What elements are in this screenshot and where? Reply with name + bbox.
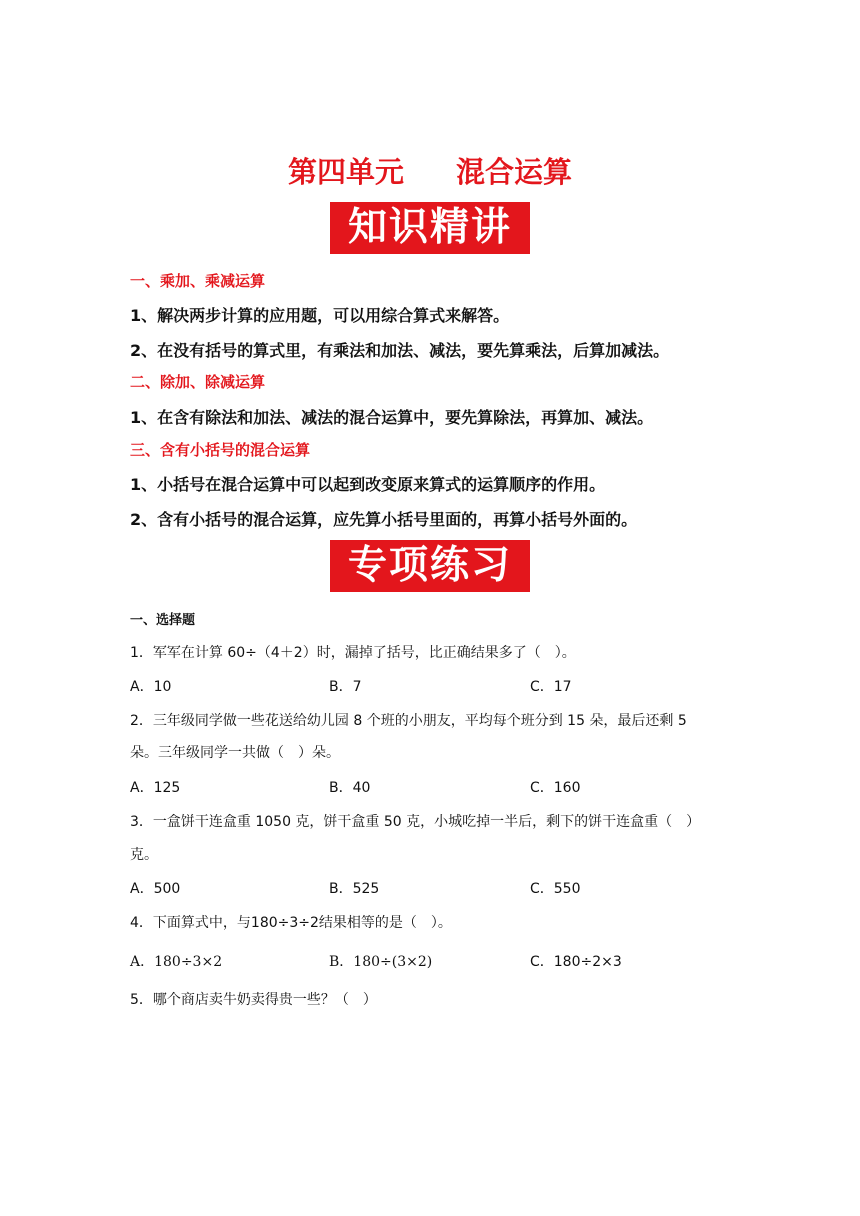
page-title	[0, 150, 860, 191]
knowledge-heading-2: 二、除加、除减运算	[130, 373, 266, 391]
title-unit: 第四单元	[287, 155, 404, 189]
question-4: 4．下面算式中，与180÷3÷2结果相等的是（ ）。	[130, 915, 452, 931]
knowledge-point: 2、在没有括号的算式里，有乘法和加法、减法，要先算乘法，后算加减法。	[130, 341, 670, 360]
option-a: A．180÷3×2	[130, 954, 223, 970]
question-1: 1．军军在计算 60÷（4＋2）时，漏掉了括号，比正确结果多了（ ）。	[130, 645, 576, 661]
option-b: B．180÷(3×2)	[329, 954, 433, 970]
knowledge-heading-1: 一、乘加、乘减运算	[130, 272, 266, 290]
option-b: B．40	[329, 780, 371, 796]
option-c: C．180÷2×3	[530, 954, 622, 970]
practice-banner: 专项练习	[330, 540, 530, 592]
knowledge-point: 1、小括号在混合运算中可以起到改变原来算式的运算顺序的作用。	[130, 475, 606, 494]
knowledge-banner: 知识精讲	[330, 202, 530, 254]
knowledge-point: 1、在含有除法和加法、减法的混合运算中，要先算除法，再算加、减法。	[130, 408, 654, 427]
option-a: A．500	[130, 881, 181, 897]
knowledge-point: 1、解决两步计算的应用题，可以用综合算式来解答。	[130, 306, 510, 325]
option-c: C．160	[530, 780, 581, 796]
question-2: 2．三年级同学做一些花送给幼儿园 8 个班的小朋友，平均每个班分到 15 朵，最后还剩 5	[130, 713, 687, 729]
title-topic: 混合运算	[456, 155, 573, 189]
option-a: A．10	[130, 679, 172, 695]
knowledge-heading-3: 三、含有小括号的混合运算	[130, 441, 311, 459]
option-a: A．125	[130, 780, 181, 796]
question-5: 5．哪个商店卖牛奶卖得贵一些？（ ）	[130, 992, 377, 1008]
section-title: 一、选择题	[130, 613, 196, 628]
option-b: B．525	[329, 881, 380, 897]
question-3: 3．一盒饼干连盒重 1050 克，饼干盒重 50 克，小城吃掉一半后，剩下的饼干连盒重（ ）	[130, 814, 701, 830]
knowledge-point: 2、含有小括号的混合运算，应先算小括号里面的，再算小括号外面的。	[130, 510, 638, 529]
question-3-cont: 克。	[130, 847, 158, 863]
option-b: B．7	[329, 679, 362, 695]
question-2-cont: 朵。三年级同学一共做（ ）朵。	[130, 745, 340, 761]
option-c: C．17	[530, 679, 572, 695]
option-c: C．550	[530, 881, 581, 897]
